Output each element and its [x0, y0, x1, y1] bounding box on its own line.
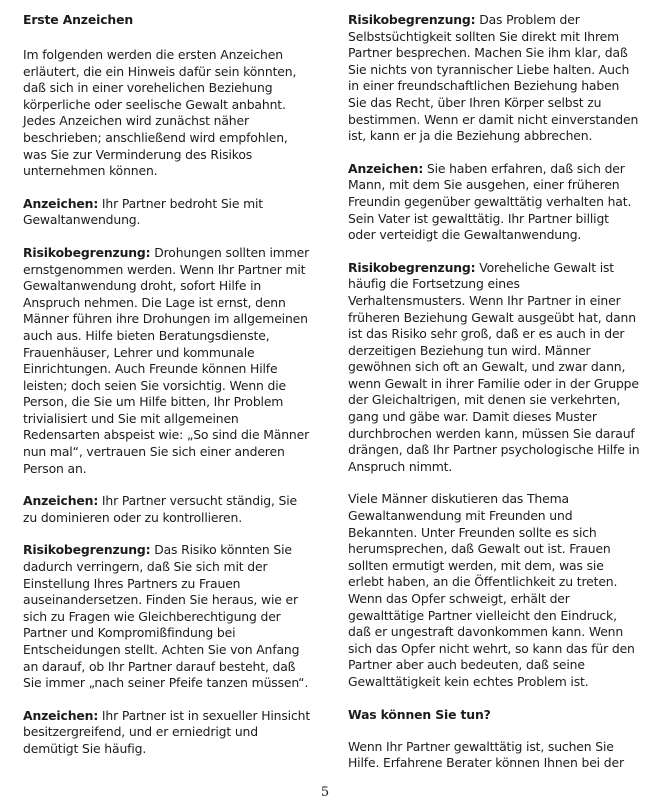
paragraph-text: Das Problem der Selbstsüchtigkeit sollten Sie direkt mit Ihrem Partner besprechen. Machen Sie ihm klar, daß Sie nichts von tyrannischer Liebe halten. Auch in einer freundschaftlichen Beziehung haben Sie das Recht, über Ihren Körper selbst zu bestimmen. Wenn er damit nicht einverstanden ist, kann er ja die Beziehung abbrechen.: [348, 12, 639, 144]
paragraph-text: Sie haben erfahren, daß sich der Mann, mit dem Sie ausgehen, einer früheren Freundin gegenüber gewalttätig verhalten hat. Sein Vater ist gewalttätig. Ihr Partner billigt oder verteidigt die Gewaltanwendung.: [348, 160, 632, 243]
paragraph-text: Voreheliche Gewalt ist häufig die Fortsetzung eines Verhaltensmusters. Wenn Ihr Partner in einer früheren Beziehung Gewalt ausgeübt hat, dann ist das Risiko sehr groß, daß er es auch in der derzeitigen Beziehung tun wird. Männer gewöhnen sich oft an Gewalt, und zwar dann, wenn Gewalt in ihrer Familie oder in der Gruppe der Gleichaltrigen, mit denen sie verkehrten, gang und gäbe war. Damit dieses Muster durchbrochen werden kann, müssen Sie darauf drängen, daß Ihr Partner psychologische Hilfe in Anspruch nimmt.: [348, 259, 640, 474]
paragraph-text: Ihr Partner versucht ständig, Sie zu dominieren oder zu kontrollieren.: [23, 493, 298, 525]
paragraph-label: Risikobegrenzung:: [348, 259, 476, 275]
paragraph-text: Drohungen sollten immer ernstgenommen werden. Wenn Ihr Partner mit Gewaltanwendung droht, sofort Hilfe in Anspruch nehmen. Die Lage ist ernst, denn Männer führen ihre Drohungen im allgemeinen auch aus. Hilfe bieten Beratungsdienste, Frauenhäuser, Lehrer und kommunale Einrichtungen. Auch Freunde können Hilfe leisten; doch seien Sie vorsichtig. Wenn die Person, die Sie um Hilfe bitten, Ihr Problem trivialisiert und Sie mit allgemeinen Redensarten abspeist wie: „So sind die Männer nun mal“, vertrauen Sie sich einer anderen Person an.: [23, 244, 310, 476]
paragraph-text: Das Risiko könnten Sie dadurch verringern, daß Sie sich mit der Einstellung Ihres Partners zu Frauen auseinandersetzen. Finden Sie heraus, wie er sich zu Fragen wie Gleichberechtigung der Partner und Kompromißfindung bei Entscheidungen stellt. Achten Sie von Anfang an darauf, ob Ihr Partner darauf besteht, daß Sie immer „nach seiner Pfeife tanzen müssen“.: [23, 542, 309, 691]
closing-paragraph: Wenn Ihr Partner gewalttätig ist, suchen Sie Hilfe. Erfahrene Berater können Ihnen bei der: [348, 738, 624, 771]
intro-paragraph: Im folgenden werden die ersten Anzeichen erläutert, die ein Hinweis dafür sein könnten, daß sich in einer vorehelichen Beziehung körperliche oder seelische Gewalt anbahnt. Jedes Anzeichen wird zunächst näher beschrieben; anschließend wird empfohlen, was Sie zur Verminderung des Risikos unternehmen können.: [23, 47, 297, 179]
sign-paragraph: [23, 493, 313, 526]
page-number: 5: [320, 785, 330, 800]
paragraph-label: Anzeichen:: [23, 195, 99, 211]
body-paragraph: Viele Männer diskutieren das Thema Gewaltanwendung mit Freunden und Bekannten. Unter Freunden sollte es sich herumsprechen, daß Gewalt out ist. Frauen sollten ermutigt werden, mit dem, was sie erlebt haben, an die Öffentlichkeit zu treten. Wenn das Opfer schweigt, erhält der gewalttätige Partner vielleicht den Eindruck, daß er ungestraft davonkommen kann. Wenn sich das Opfer nicht wehrt, so kann das für den Partner aber auch bedeuten, daß seine Gewalttätigkeit kein echtes Problem ist.: [348, 491, 635, 689]
paragraph-text: Ihr Partner ist in sexueller Hinsicht besitzergreifend, und er erniedrigt und demütigt Sie häufig.: [23, 707, 311, 756]
risk-paragraph: [348, 260, 640, 476]
right-column: [348, 12, 640, 788]
risk-paragraph: [23, 542, 313, 691]
paragraph-label: Anzeichen:: [23, 707, 99, 723]
paragraph-label: Risikobegrenzung:: [23, 244, 151, 260]
paragraph-label: Anzeichen:: [348, 160, 424, 176]
paragraph-label: Anzeichen:: [23, 493, 99, 509]
paragraph-label: Risikobegrenzung:: [348, 12, 476, 27]
section-title: Erste Anzeichen: [23, 12, 134, 27]
risk-paragraph: [348, 12, 640, 145]
left-column: [23, 12, 313, 774]
sign-paragraph: [23, 196, 313, 229]
risk-paragraph: [23, 245, 313, 477]
paragraph-label: Risikobegrenzung:: [23, 542, 151, 558]
paragraph-text: Ihr Partner bedroht Sie mit Gewaltanwendung.: [23, 195, 264, 228]
sign-paragraph: [23, 708, 313, 758]
section-heading: Was können Sie tun?: [348, 706, 491, 722]
sign-paragraph: [348, 161, 640, 244]
